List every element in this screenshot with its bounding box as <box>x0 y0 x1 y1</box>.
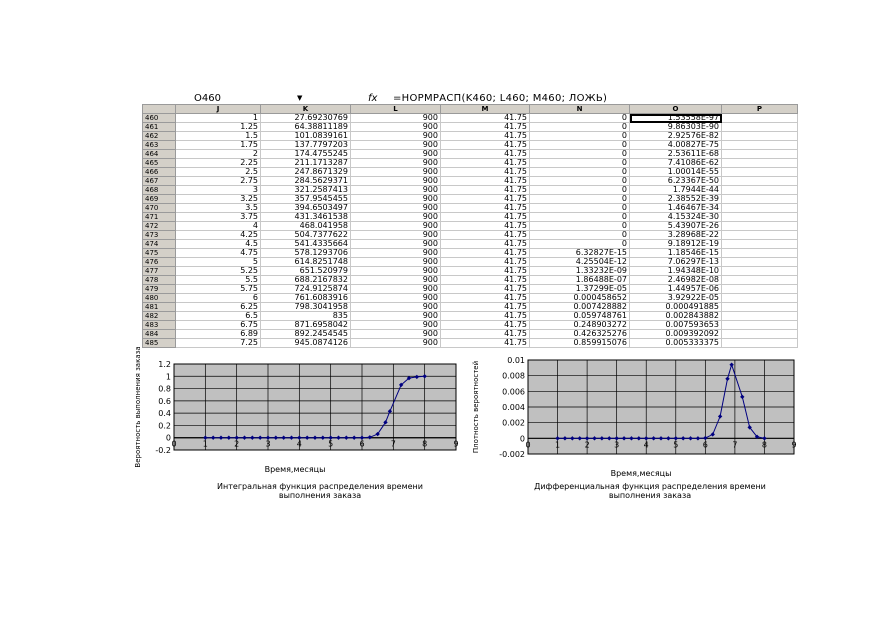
y-tick-label: 0.6 <box>158 396 171 406</box>
row-header[interactable]: 473 <box>143 231 176 240</box>
cell-m[interactable]: 41.75 <box>441 177 530 186</box>
column-header-n[interactable]: N <box>530 105 630 114</box>
row-header[interactable]: 480 <box>143 294 176 303</box>
x-tick-label: 3 <box>614 440 620 450</box>
cell-j[interactable]: 1.25 <box>176 123 261 132</box>
cell-o[interactable]: 0.000491885 <box>630 303 722 312</box>
y-tick-label: -0.2 <box>155 446 171 455</box>
cell-l[interactable]: 900 <box>351 132 441 141</box>
cell-n[interactable]: 0 <box>530 141 630 150</box>
y-tick-label: 0.2 <box>158 421 171 431</box>
cell-j[interactable]: 2.25 <box>176 159 261 168</box>
cell-j[interactable]: 3 <box>176 186 261 195</box>
cell-j[interactable]: 6.89 <box>176 330 261 339</box>
cell-m[interactable]: 41.75 <box>441 159 530 168</box>
cell-o[interactable]: 1.18546E-15 <box>630 249 722 258</box>
row-header[interactable]: 471 <box>143 213 176 222</box>
cell-m[interactable]: 41.75 <box>441 258 530 267</box>
cell-m[interactable]: 41.75 <box>441 285 530 294</box>
row-header[interactable]: 468 <box>143 186 176 195</box>
row-header[interactable]: 464 <box>143 150 176 159</box>
cell-j[interactable]: 6.5 <box>176 312 261 321</box>
y-tick-label: 0.8 <box>158 384 171 394</box>
cell-n[interactable]: 0 <box>530 195 630 204</box>
cell-o[interactable]: 2.38552E-39 <box>630 195 722 204</box>
y-tick-label: 0.01 <box>507 356 525 365</box>
cell-l[interactable]: 900 <box>351 321 441 330</box>
row-header[interactable]: 469 <box>143 195 176 204</box>
cell-k[interactable]: 284.5629371 <box>261 177 351 186</box>
cell-n[interactable]: 0 <box>530 240 630 249</box>
cell-k[interactable]: 835 <box>261 312 351 321</box>
x-tick-label: 4 <box>296 439 302 449</box>
x-tick-label: 8 <box>422 439 428 449</box>
cell-n[interactable]: 0.859915076 <box>530 339 630 348</box>
cell-o[interactable]: 0.009392092 <box>630 330 722 339</box>
y-axis-label: Плотность вероятностей <box>472 360 480 454</box>
cell-p[interactable] <box>722 240 798 249</box>
cell-o[interactable]: 1.44957E-06 <box>630 285 722 294</box>
cumulative-distribution-chart <box>130 346 460 476</box>
cell-l[interactable]: 900 <box>351 177 441 186</box>
cell-p[interactable] <box>722 321 798 330</box>
cell-n[interactable]: 0.000458652 <box>530 294 630 303</box>
density-chart <box>468 350 803 476</box>
cell-m[interactable]: 41.75 <box>441 150 530 159</box>
cell-n[interactable]: 6.32827E-15 <box>530 249 630 258</box>
cell-p[interactable] <box>722 114 798 123</box>
column-header-l[interactable]: L <box>351 105 441 114</box>
cell-m[interactable]: 41.75 <box>441 195 530 204</box>
y-tick-label: 0.4 <box>158 409 171 419</box>
x-tick-label: 7 <box>390 439 396 449</box>
cell-k[interactable]: 174.4755245 <box>261 150 351 159</box>
y-tick-label: 0.002 <box>502 418 525 428</box>
cell-j[interactable]: 1.75 <box>176 141 261 150</box>
row-header[interactable]: 463 <box>143 141 176 150</box>
cell-o[interactable]: 7.41086E-62 <box>630 159 722 168</box>
cell-o[interactable]: 1.00014E-55 <box>630 168 722 177</box>
cell-o[interactable]: 0.005333375 <box>630 339 722 348</box>
function-icon[interactable]: fx <box>368 93 378 104</box>
cell-p[interactable] <box>722 312 798 321</box>
column-header-p[interactable]: P <box>722 105 798 114</box>
cell-k[interactable]: 468.041958 <box>261 222 351 231</box>
cell-l[interactable]: 900 <box>351 339 441 348</box>
cell-p[interactable] <box>722 195 798 204</box>
cell-o[interactable]: 9.86303E-90 <box>630 123 722 132</box>
cell-k[interactable]: 321.2587413 <box>261 186 351 195</box>
cell-p[interactable] <box>722 123 798 132</box>
cell-m[interactable]: 41.75 <box>441 231 530 240</box>
row-header[interactable]: 479 <box>143 285 176 294</box>
cell-p[interactable] <box>722 294 798 303</box>
cell-k[interactable]: 651.520979 <box>261 267 351 276</box>
cell-k[interactable]: 761.6083916 <box>261 294 351 303</box>
cell-k[interactable]: 431.3461538 <box>261 213 351 222</box>
cell-o[interactable]: 1.94348E-10 <box>630 267 722 276</box>
row-header[interactable]: 466 <box>143 168 176 177</box>
row-header[interactable]: 483 <box>143 321 176 330</box>
cell-l[interactable]: 900 <box>351 123 441 132</box>
cell-j[interactable]: 5.5 <box>176 276 261 285</box>
cell-l[interactable]: 900 <box>351 276 441 285</box>
cell-p[interactable] <box>722 276 798 285</box>
cell-n[interactable]: 0 <box>530 159 630 168</box>
cell-m[interactable]: 41.75 <box>441 321 530 330</box>
cell-k[interactable]: 724.9125874 <box>261 285 351 294</box>
cell-l[interactable]: 900 <box>351 249 441 258</box>
cell-j[interactable]: 4.25 <box>176 231 261 240</box>
cell-o[interactable]: 6.23367E-50 <box>630 177 722 186</box>
x-tick-label: 5 <box>673 440 679 450</box>
cell-k[interactable]: 614.8251748 <box>261 258 351 267</box>
x-tick-label: 5 <box>328 439 334 449</box>
cell-l[interactable]: 900 <box>351 285 441 294</box>
cell-m[interactable]: 41.75 <box>441 213 530 222</box>
cell-m[interactable]: 41.75 <box>441 330 530 339</box>
column-header-o[interactable]: O <box>630 105 722 114</box>
x-tick-label: 7 <box>732 440 738 450</box>
cell-k[interactable]: 137.7797203 <box>261 141 351 150</box>
row-header[interactable]: 460 <box>143 114 176 123</box>
row-header[interactable]: 465 <box>143 159 176 168</box>
cell-l[interactable]: 900 <box>351 330 441 339</box>
cell-grid <box>142 104 798 348</box>
row-header[interactable]: 462 <box>143 132 176 141</box>
cell-o[interactable]: 1.7944E-44 <box>630 186 722 195</box>
cell-m[interactable]: 41.75 <box>441 186 530 195</box>
cell-p[interactable] <box>722 303 798 312</box>
cell-n[interactable]: 0 <box>530 168 630 177</box>
cell-j[interactable]: 5.75 <box>176 285 261 294</box>
cell-j[interactable]: 7.25 <box>176 339 261 348</box>
cell-m[interactable]: 41.75 <box>441 339 530 348</box>
row-header[interactable]: 467 <box>143 177 176 186</box>
cell-p[interactable] <box>722 186 798 195</box>
cell-o[interactable]: 0.007593653 <box>630 321 722 330</box>
row-header[interactable]: 484 <box>143 330 176 339</box>
column-header-j[interactable]: J <box>176 105 261 114</box>
cell-p[interactable] <box>722 132 798 141</box>
cell-l[interactable]: 900 <box>351 222 441 231</box>
cell-o[interactable]: 5.43907E-26 <box>630 222 722 231</box>
cell-n[interactable]: 1.86488E-07 <box>530 276 630 285</box>
cell-j[interactable]: 2.5 <box>176 168 261 177</box>
cell-l[interactable]: 900 <box>351 204 441 213</box>
cell-n[interactable]: 0 <box>530 177 630 186</box>
cell-n[interactable]: 0 <box>530 231 630 240</box>
cell-m[interactable]: 41.75 <box>441 141 530 150</box>
cell-k[interactable]: 892.2454545 <box>261 330 351 339</box>
cell-k[interactable]: 101.0839161 <box>261 132 351 141</box>
cell-p[interactable] <box>722 204 798 213</box>
cell-p[interactable] <box>722 177 798 186</box>
x-axis-label: Время,месяцы <box>610 469 672 478</box>
row-header[interactable]: 474 <box>143 240 176 249</box>
cell-l[interactable]: 900 <box>351 258 441 267</box>
cell-o[interactable]: 4.15324E-30 <box>630 213 722 222</box>
y-tick-label: 0.008 <box>502 371 525 381</box>
cell-k[interactable]: 541.4335664 <box>261 240 351 249</box>
cell-l[interactable]: 900 <box>351 231 441 240</box>
column-header-m[interactable]: M <box>441 105 530 114</box>
cell-l[interactable]: 900 <box>351 141 441 150</box>
cell-k[interactable]: 798.3041958 <box>261 303 351 312</box>
cell-m[interactable]: 41.75 <box>441 168 530 177</box>
cell-l[interactable]: 900 <box>351 159 441 168</box>
x-tick-label: 9 <box>453 439 459 449</box>
cell-o[interactable]: 2.53611E-68 <box>630 150 722 159</box>
cell-o[interactable]: 9.18912E-19 <box>630 240 722 249</box>
row-header[interactable]: 485 <box>143 339 176 348</box>
x-tick-label: 0 <box>525 440 531 450</box>
y-tick-label: 0.006 <box>502 387 525 397</box>
cell-k[interactable]: 394.6503497 <box>261 204 351 213</box>
cell-l[interactable]: 900 <box>351 168 441 177</box>
cell-n[interactable]: 0.007428882 <box>530 303 630 312</box>
cell-n[interactable]: 0 <box>530 204 630 213</box>
cell-o[interactable]: 1.53558E-97 <box>630 114 722 123</box>
cell-j[interactable]: 6.75 <box>176 321 261 330</box>
x-tick-label: 1 <box>555 440 561 450</box>
cell-k[interactable]: 357.9545455 <box>261 195 351 204</box>
cell-j[interactable]: 3.5 <box>176 204 261 213</box>
cell-m[interactable]: 41.75 <box>441 312 530 321</box>
row-header[interactable]: 476 <box>143 258 176 267</box>
cell-l[interactable]: 900 <box>351 267 441 276</box>
cell-n[interactable]: 0 <box>530 123 630 132</box>
cell-l[interactable]: 900 <box>351 312 441 321</box>
cell-j[interactable]: 2 <box>176 150 261 159</box>
formula-bar <box>142 93 797 104</box>
cell-o[interactable]: 3.92922E-05 <box>630 294 722 303</box>
column-header-k[interactable]: K <box>261 105 351 114</box>
cell-l[interactable]: 900 <box>351 240 441 249</box>
cell-j[interactable]: 5 <box>176 258 261 267</box>
cell-l[interactable]: 900 <box>351 114 441 123</box>
cell-m[interactable]: 41.75 <box>441 222 530 231</box>
cell-p[interactable] <box>722 231 798 240</box>
cell-k[interactable]: 688.2167832 <box>261 276 351 285</box>
y-tick-label: 1.2 <box>158 360 171 369</box>
cell-o[interactable]: 4.00827E-75 <box>630 141 722 150</box>
cell-k[interactable]: 945.0874126 <box>261 339 351 348</box>
cell-l[interactable]: 900 <box>351 195 441 204</box>
spreadsheet <box>142 93 797 348</box>
formula-input[interactable]: =НОРМРАСП(K460; L460; M460; ЛОЖЬ) <box>393 93 608 104</box>
cell-j[interactable]: 3.75 <box>176 213 261 222</box>
cell-j[interactable]: 4.5 <box>176 240 261 249</box>
row-header[interactable]: 461 <box>143 123 176 132</box>
cell-j[interactable]: 3.25 <box>176 195 261 204</box>
select-all-corner[interactable] <box>143 105 176 114</box>
row-header[interactable]: 478 <box>143 276 176 285</box>
cell-p[interactable] <box>722 285 798 294</box>
cell-p[interactable] <box>722 258 798 267</box>
row-header[interactable]: 475 <box>143 249 176 258</box>
cell-o[interactable]: 1.46467E-34 <box>630 204 722 213</box>
x-tick-label: 0 <box>171 439 177 449</box>
y-tick-label: 0.004 <box>502 403 525 412</box>
cell-m[interactable]: 41.75 <box>441 114 530 123</box>
cell-j[interactable]: 4.75 <box>176 249 261 258</box>
x-tick-label: 9 <box>791 440 797 450</box>
cell-l[interactable]: 900 <box>351 303 441 312</box>
cell-m[interactable]: 41.75 <box>441 132 530 141</box>
row-header[interactable]: 472 <box>143 222 176 231</box>
x-tick-label: 4 <box>643 440 649 450</box>
cell-p[interactable] <box>722 222 798 231</box>
cell-j[interactable]: 5.25 <box>176 267 261 276</box>
cell-l[interactable]: 900 <box>351 186 441 195</box>
cell-n[interactable]: 0.248903272 <box>530 321 630 330</box>
chart-caption-cumulative: Интегральная функция распределения времени выполнения заказа <box>217 482 423 500</box>
x-tick-label: 2 <box>234 439 240 449</box>
cell-p[interactable] <box>722 330 798 339</box>
x-tick-label: 6 <box>702 440 708 450</box>
cell-m[interactable]: 41.75 <box>441 204 530 213</box>
cell-m[interactable]: 41.75 <box>441 267 530 276</box>
cell-p[interactable] <box>722 213 798 222</box>
cell-p[interactable] <box>722 267 798 276</box>
cell-m[interactable]: 41.75 <box>441 303 530 312</box>
cell-o[interactable]: 2.92576E-82 <box>630 132 722 141</box>
x-tick-label: 2 <box>584 440 590 450</box>
cell-l[interactable]: 900 <box>351 213 441 222</box>
cell-o[interactable]: 0.002843882 <box>630 312 722 321</box>
cell-n[interactable]: 1.37299E-05 <box>530 285 630 294</box>
cell-n[interactable]: 0 <box>530 132 630 141</box>
cell-j[interactable]: 4 <box>176 222 261 231</box>
cell-n[interactable]: 4.25504E-12 <box>530 258 630 267</box>
cell-n[interactable]: 0 <box>530 222 630 231</box>
cell-l[interactable]: 900 <box>351 294 441 303</box>
cell-j[interactable]: 6 <box>176 294 261 303</box>
cell-k[interactable]: 871.6958042 <box>261 321 351 330</box>
cell-m[interactable]: 41.75 <box>441 294 530 303</box>
cell-n[interactable]: 0 <box>530 150 630 159</box>
cell-n[interactable]: 0 <box>530 213 630 222</box>
cell-m[interactable]: 41.75 <box>441 123 530 132</box>
cell-j[interactable]: 2.75 <box>176 177 261 186</box>
cell-p[interactable] <box>722 150 798 159</box>
cell-k[interactable]: 64.38811189 <box>261 123 351 132</box>
y-tick-label: 0 <box>165 433 171 443</box>
cell-m[interactable]: 41.75 <box>441 249 530 258</box>
cell-k[interactable]: 27.69230769 <box>261 114 351 123</box>
x-tick-label: 1 <box>202 439 208 449</box>
row-header[interactable]: 481 <box>143 303 176 312</box>
cell-n[interactable]: 1.33232E-09 <box>530 267 630 276</box>
y-tick-label: 1 <box>165 372 171 382</box>
chevron-down-icon[interactable]: ▼ <box>297 94 303 102</box>
x-tick-label: 6 <box>359 439 365 449</box>
x-tick-label: 8 <box>761 440 767 450</box>
cell-j[interactable]: 1.5 <box>176 132 261 141</box>
row-header[interactable]: 470 <box>143 204 176 213</box>
y-axis-label: Вероятность выполнения заказа <box>134 346 142 468</box>
cell-o[interactable]: 7.06297E-13 <box>630 258 722 267</box>
cell-n[interactable]: 0 <box>530 114 630 123</box>
chart-caption-density: Дифференциальная функция распределения времени выполнения заказа <box>534 482 766 500</box>
cell-p[interactable] <box>722 249 798 258</box>
cell-k[interactable]: 247.8671329 <box>261 168 351 177</box>
cell-p[interactable] <box>722 159 798 168</box>
y-tick-label: -0.002 <box>499 450 525 459</box>
y-tick-label: 0 <box>519 434 525 444</box>
cell-j[interactable]: 6.25 <box>176 303 261 312</box>
table-row <box>143 339 798 348</box>
cell-p[interactable] <box>722 141 798 150</box>
cell-k[interactable]: 211.1713287 <box>261 159 351 168</box>
cell-n[interactable]: 0 <box>530 186 630 195</box>
cell-p[interactable] <box>722 168 798 177</box>
row-header[interactable]: 482 <box>143 312 176 321</box>
row-header[interactable]: 477 <box>143 267 176 276</box>
cell-n[interactable]: 0.426325276 <box>530 330 630 339</box>
cell-j[interactable]: 1 <box>176 114 261 123</box>
cell-o[interactable]: 2.46982E-08 <box>630 276 722 285</box>
cell-p[interactable] <box>722 339 798 348</box>
x-tick-label: 3 <box>265 439 271 449</box>
cell-l[interactable]: 900 <box>351 150 441 159</box>
x-axis-label: Время,месяцы <box>264 465 326 474</box>
cell-m[interactable]: 41.75 <box>441 240 530 249</box>
cell-k[interactable]: 504.7377622 <box>261 231 351 240</box>
name-box[interactable]: O460 <box>194 93 221 104</box>
cell-k[interactable]: 578.1293706 <box>261 249 351 258</box>
cell-m[interactable]: 41.75 <box>441 276 530 285</box>
cell-o[interactable]: 3.28968E-22 <box>630 231 722 240</box>
cell-n[interactable]: 0.059748761 <box>530 312 630 321</box>
